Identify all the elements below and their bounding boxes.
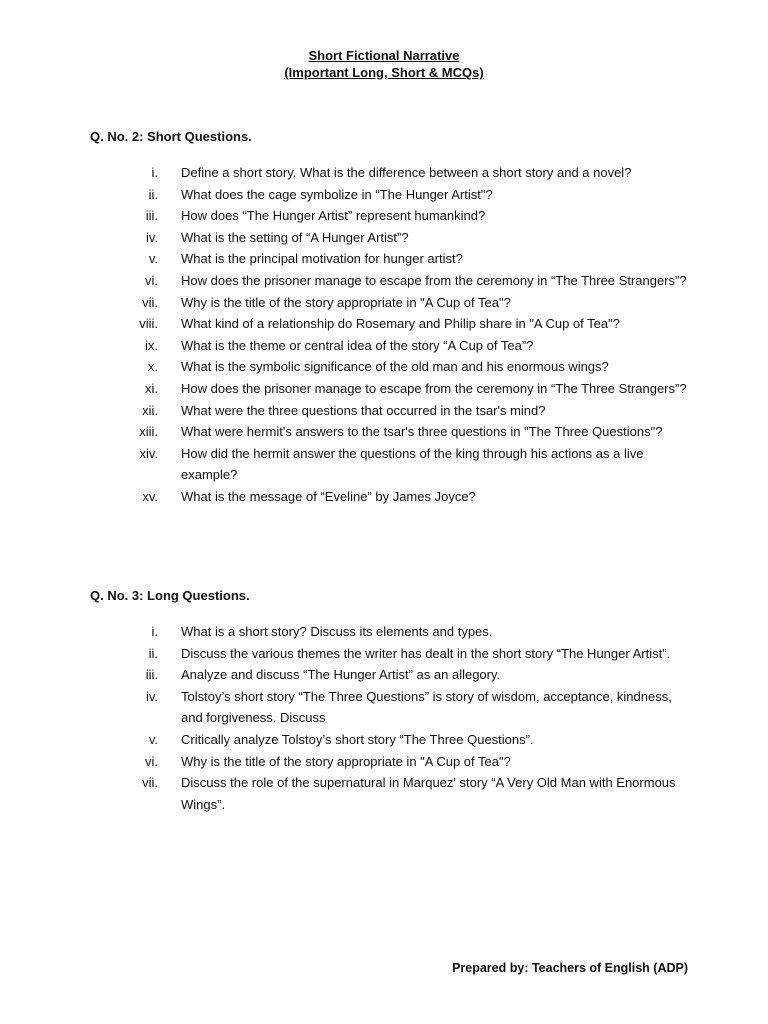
prepared-by-footer: Prepared by: Teachers of English (ADP) (452, 961, 688, 975)
short-question-item (0, 378, 768, 400)
question-text: Tolstoy’s short story “The Three Questions” is story of wisdom, acceptance, kindness, and forgiveness. Discuss (181, 688, 672, 726)
long-question-item (0, 664, 768, 686)
short-question-item (0, 248, 768, 270)
question-text: What does the cage symbolize in “The Hunger Artist"? (181, 186, 493, 202)
question-text: What is the symbolic significance of the old man and his enormous wings? (181, 359, 609, 375)
question-number: viii. (139, 316, 158, 332)
question-text: How did the hermit answer the questions of the king through his actions as a live example? (181, 445, 644, 483)
question-text: What is a short story? Discuss its elements and types. (181, 624, 493, 639)
short-question-item (0, 184, 768, 206)
question-text: Define a short story. What is the difference between a short story and a novel? (181, 165, 632, 180)
short-question-item (0, 421, 768, 443)
short-question-item (0, 227, 768, 249)
question-number: i. (151, 165, 158, 180)
question-text: What is the message of “Eveline” by James Joyce? (181, 488, 476, 504)
long-question-item (0, 643, 768, 665)
question-number: v. (148, 731, 158, 747)
document-title: Short Fictional Narrative (308, 48, 460, 63)
question-number: x. (147, 359, 158, 375)
question-number: vii. (142, 775, 158, 791)
long-question-item (0, 772, 768, 815)
question-text: Analyze and discuss “The Hunger Artist” as an allegory. (181, 667, 501, 683)
question-text: Why is the title of the story appropriate in "A Cup of Tea"? (181, 753, 511, 769)
question-number: xii. (142, 402, 158, 418)
short-question-item (0, 400, 768, 422)
question-text: How does the prisoner manage to escape from the ceremony in “The Three Strangers”? (181, 272, 687, 288)
short-question-item (0, 292, 768, 314)
question-number: vi. (145, 753, 158, 769)
question-number: iii. (145, 667, 158, 683)
short-question-item (0, 313, 768, 335)
question-text: How does the prisoner manage to escape from the ceremony in “The Three Strangers”? (181, 380, 687, 396)
question-text: Discuss the role of the supernatural in Marquez' story “A Very Old Man with Enormous Wings”. (181, 775, 676, 812)
short-question-item (0, 443, 768, 486)
short-question-item (0, 356, 768, 378)
question-number: vi. (145, 272, 158, 288)
long-question-item (0, 729, 768, 751)
question-number: xiv. (139, 445, 158, 461)
question-text: What were the three questions that occurred in the tsar's mind? (181, 402, 546, 418)
short-questions-heading: Q. No. 2: Short Questions. (90, 129, 252, 144)
document-subtitle: (Important Long, Short & MCQs) (284, 65, 484, 80)
short-question-item (0, 270, 768, 292)
question-number: vii. (142, 294, 158, 310)
question-text: How does “The Hunger Artist” represent humankind? (181, 208, 486, 224)
question-number: iv. (145, 229, 158, 245)
question-number: ii. (148, 645, 158, 661)
long-question-item (0, 621, 768, 643)
short-question-item (0, 486, 768, 508)
question-text: What kind of a relationship do Rosemary and Philip share in "A Cup of Tea"? (181, 316, 620, 332)
question-number: iv. (145, 688, 158, 704)
question-text: What were hermit's answers to the tsar's three questions in "The Three Questions"? (181, 424, 663, 440)
question-number: iii. (145, 208, 158, 224)
question-text: Why is the title of the story appropriate in "A Cup of Tea"? (181, 294, 511, 310)
question-text: What is the setting of “A Hunger Artist”? (181, 229, 409, 245)
question-number: xiii. (139, 424, 158, 440)
question-number: i. (151, 624, 158, 639)
question-number: v. (148, 251, 158, 267)
question-number: ix. (145, 337, 158, 353)
question-number: xi. (145, 380, 158, 396)
long-question-item (0, 751, 768, 773)
short-question-item (0, 335, 768, 357)
long-questions-heading: Q. No. 3: Long Questions. (90, 588, 250, 603)
short-questions-list (0, 162, 768, 508)
question-text: Critically analyze Tolstoy’s short story “The Three Questions”. (181, 731, 534, 747)
short-question-item (0, 205, 768, 227)
question-text: What is the theme or central idea of the story “A Cup of Tea”? (181, 337, 534, 353)
question-number: xv. (142, 488, 158, 504)
long-question-item (0, 686, 768, 729)
short-question-item (0, 162, 768, 184)
question-text: Discuss the various themes the writer has dealt in the short story “The Hunger Artist”. (181, 645, 671, 661)
question-number: ii. (148, 186, 158, 202)
long-questions-list (0, 621, 768, 815)
question-text: What is the principal motivation for hunger artist? (181, 251, 463, 267)
